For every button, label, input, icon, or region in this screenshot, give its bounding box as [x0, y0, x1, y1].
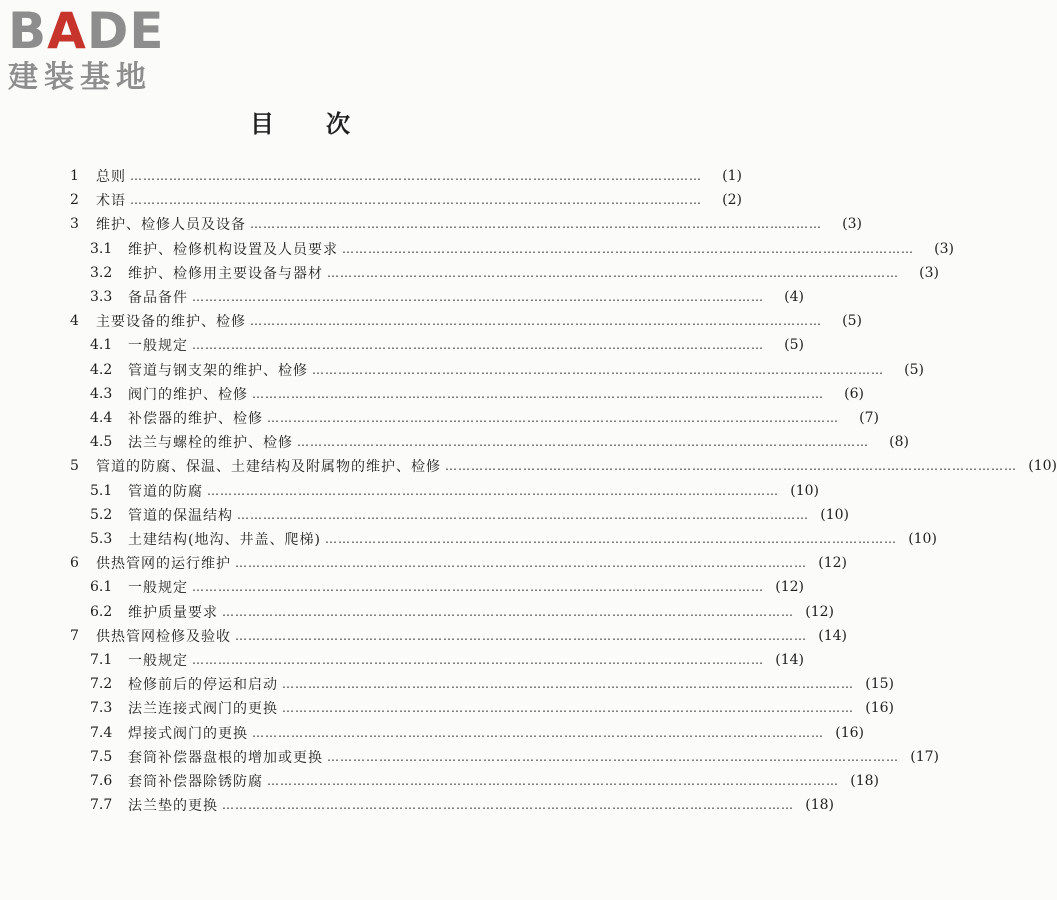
toc-entry-number: 7.7 [90, 797, 113, 814]
toc-entry [90, 479, 819, 503]
toc-entry [90, 575, 804, 599]
toc-entry-number: 6 [70, 555, 79, 572]
toc-entry-title: 供热管网检修及验收 [96, 628, 231, 645]
toc-entry [90, 745, 939, 769]
toc-entry-title: 法兰垫的更换 [128, 798, 218, 815]
toc-entry-title: 备品备件 [128, 290, 188, 306]
toc-entry-number: 6.2 [90, 603, 113, 620]
toc-dot-leader: …………………………………………………………………………………………………………………… [267, 411, 839, 425]
toc-entry-title: 一般规定 [128, 653, 188, 669]
toc-entry-number: 5.2 [90, 506, 113, 523]
toc-entry [90, 261, 939, 285]
toc-entry-page: (18) [805, 797, 834, 814]
toc-dot-leader: …………………………………………………………………………………………………………………… [342, 241, 914, 256]
toc-dot-leader: …………………………………………………………………………………………………………………… [250, 314, 822, 329]
toc-entry-title: 法兰与螺栓的维护、检修 [128, 435, 293, 452]
toc-dot-leader: …………………………………………………………………………………………………………………… [282, 677, 854, 692]
toc-entry-number: 7.4 [90, 724, 113, 741]
toc-entry-page: (4) [784, 289, 804, 305]
toc-entry-title: 供热管网的运行维护 [96, 556, 231, 573]
toc-entry-number: 4.1 [90, 337, 113, 354]
toc-entry-number: 7 [70, 627, 79, 644]
toc-entry-title: 焊接式阀门的更换 [128, 725, 248, 742]
toc-entry-number: 3.2 [90, 264, 113, 281]
toc-dot-leader: …………………………………………………………………………………………………………………… [312, 362, 884, 377]
toc-dot-leader: …………………………………………………………………………………………………………………… [252, 386, 824, 401]
toc-dot-leader: …………………………………………………………………………………………………………………… [192, 653, 764, 667]
toc-entry-number: 5.1 [90, 482, 113, 499]
page-title: 目次 [250, 110, 402, 138]
toc-entry-title: 维护质量要求 [128, 604, 218, 621]
toc-entry-page: (12) [775, 579, 804, 596]
logo [8, 2, 178, 95]
toc-entry-number: 7.6 [90, 773, 113, 789]
toc-entry-number: 7.3 [90, 700, 113, 717]
toc-entry-number: 3.1 [90, 240, 113, 257]
toc-entry-number: 5.3 [90, 531, 113, 547]
toc-dot-leader: …………………………………………………………………………………………………………………… [445, 459, 1017, 474]
toc-dot-leader: …………………………………………………………………………………………………………………… [327, 749, 899, 764]
toc-entry-number: 2 [70, 192, 79, 209]
logo-letters-de: DE [86, 2, 165, 60]
toc-entry [90, 333, 804, 357]
toc-entry [90, 406, 879, 430]
toc-entry-number: 4.5 [90, 434, 113, 451]
toc-entry-title: 主要设备的维护、检修 [96, 314, 246, 331]
toc-entry [90, 527, 937, 551]
toc-dot-leader: …………………………………………………………………………………………………………………… [235, 628, 807, 643]
toc-entry [90, 769, 879, 793]
toc-entry-page: (3) [842, 216, 862, 233]
toc-entry-page: (7) [859, 410, 879, 426]
toc-entry-title: 套筒补偿器除锈防腐 [128, 774, 263, 790]
toc-dot-leader: …………………………………………………………………………………………………………………… [192, 580, 764, 595]
toc-dot-leader: …………………………………………………………………………………………………………………… [207, 483, 779, 498]
toc-entry-number: 1 [70, 168, 79, 184]
toc-entry-title: 土建结构(地沟、井盖、爬梯) [128, 532, 321, 548]
toc-entry-title: 检修前后的停运和启动 [128, 677, 278, 694]
toc-entry-number: 6.1 [90, 579, 113, 596]
toc-entry-title: 维护、检修人员及设备 [96, 217, 246, 234]
toc-entry-page: (8) [889, 434, 909, 451]
toc-entry [70, 454, 1057, 478]
toc-entry [70, 551, 847, 575]
toc-entry-title: 套筒补偿器盘根的增加或更换 [128, 749, 323, 766]
toc-entry-page: (6) [844, 385, 864, 402]
toc-entry [70, 188, 742, 212]
toc-dot-leader: …………………………………………………………………………………………………………………… [297, 435, 869, 450]
toc-entry [70, 212, 862, 236]
toc-dot-leader: …………………………………………………………………………………………………………………… [252, 725, 824, 740]
toc-entry-title: 总则 [96, 169, 126, 185]
toc-entry-title: 管道的保温结构 [128, 507, 233, 524]
toc-dot-leader: …………………………………………………………………………………………………………………… [237, 507, 809, 522]
toc-entry-number: 3 [70, 216, 79, 233]
toc-dot-leader: …………………………………………………………………………………………………………………… [222, 604, 794, 619]
logo-letter-a: A [47, 2, 87, 60]
toc-dot-leader: …………………………………………………………………………………………………………………… [222, 798, 794, 813]
toc-entry [90, 721, 864, 745]
toc-entry-title: 维护、检修用主要设备与器材 [128, 265, 323, 282]
toc-entry-page: (18) [850, 773, 879, 789]
toc-entry-page: (5) [784, 337, 804, 354]
logo-wordmark [8, 2, 178, 60]
toc-entry-number: 7.2 [90, 676, 113, 693]
toc-entry [90, 648, 804, 672]
toc-entry-page: (10) [1028, 458, 1057, 475]
toc-entry-page: (5) [904, 361, 924, 378]
toc-entry-number: 4.4 [90, 410, 113, 426]
toc-entry-number: 4.2 [90, 361, 113, 378]
toc-entry [70, 624, 847, 648]
toc-entry-number: 7.5 [90, 748, 113, 765]
toc-entry-page: (12) [818, 555, 847, 572]
toc-entry [90, 382, 864, 406]
toc-entry [90, 672, 894, 696]
toc-entry-title: 维护、检修机构设置及人员要求 [128, 241, 338, 258]
toc-entry [70, 309, 862, 333]
toc-entry [90, 430, 909, 454]
toc-entry-page: (10) [820, 506, 849, 523]
toc-entry-page: (5) [842, 313, 862, 330]
toc-entry-title: 管道的防腐 [128, 483, 203, 500]
toc-entry-page: (14) [775, 652, 804, 668]
toc-dot-leader: …………………………………………………………………………………………………………………… [327, 265, 899, 280]
logo-subtitle: 建装基地 [8, 60, 152, 95]
toc-entry-page: (10) [908, 531, 937, 547]
toc-entry [90, 793, 834, 817]
toc-entry-title: 法兰连接式阀门的更换 [128, 701, 278, 718]
toc-entry [90, 285, 804, 309]
toc-dot-leader: …………………………………………………………………………………………………………………… [130, 169, 702, 183]
toc-entry-page: (12) [805, 603, 834, 620]
toc-entry-page: (3) [934, 240, 954, 257]
toc-entry-page: (14) [818, 627, 847, 644]
toc-entry-page: (15) [865, 676, 894, 693]
toc-dot-leader: …………………………………………………………………………………………………………………… [192, 338, 764, 353]
toc-entry-title: 管道与钢支架的维护、检修 [128, 362, 308, 379]
toc-entry [70, 164, 742, 188]
toc-dot-leader: …………………………………………………………………………………………………………………… [130, 193, 702, 208]
toc-entry [90, 600, 834, 624]
toc-entry-page: (2) [722, 192, 742, 209]
toc-dot-leader: …………………………………………………………………………………………………………………… [250, 217, 822, 232]
toc-entry-page: (3) [919, 264, 939, 281]
toc-dot-leader: …………………………………………………………………………………………………………………… [324, 532, 897, 546]
toc-entry [90, 503, 849, 527]
toc-dot-leader: …………………………………………………………………………………………………………………… [192, 290, 764, 304]
toc-dot-leader: …………………………………………………………………………………………………………………… [282, 701, 854, 716]
toc-entry [90, 237, 954, 261]
toc-entry-page: (16) [835, 724, 864, 741]
toc-entry-number: 4.3 [90, 385, 113, 402]
toc-entry-number: 5 [70, 458, 79, 475]
toc-entry-page: (1) [722, 168, 742, 184]
toc-entry-title: 术语 [96, 193, 126, 210]
toc-entry [90, 696, 894, 720]
toc-entry-title: 一般规定 [128, 580, 188, 597]
toc-entry-title: 管道的防腐、保温、土建结构及附属物的维护、检修 [96, 459, 441, 476]
toc-dot-leader: …………………………………………………………………………………………………………………… [235, 556, 807, 571]
toc-entry-number: 3.3 [90, 289, 113, 305]
logo-letter-b: B [8, 2, 48, 60]
toc-entry-page: (16) [865, 700, 894, 717]
toc-entry [90, 358, 924, 382]
toc-entry-number: 7.1 [90, 652, 113, 668]
toc-entry-title: 一般规定 [128, 338, 188, 355]
toc-entry-page: (17) [910, 748, 939, 765]
toc-entry-title: 阀门的维护、检修 [128, 386, 248, 403]
toc-dot-leader: …………………………………………………………………………………………………………………… [267, 774, 839, 788]
toc-entry-title: 补偿器的维护、检修 [128, 411, 263, 427]
toc-entry-number: 4 [70, 313, 79, 330]
toc-entry-page: (10) [790, 482, 819, 499]
